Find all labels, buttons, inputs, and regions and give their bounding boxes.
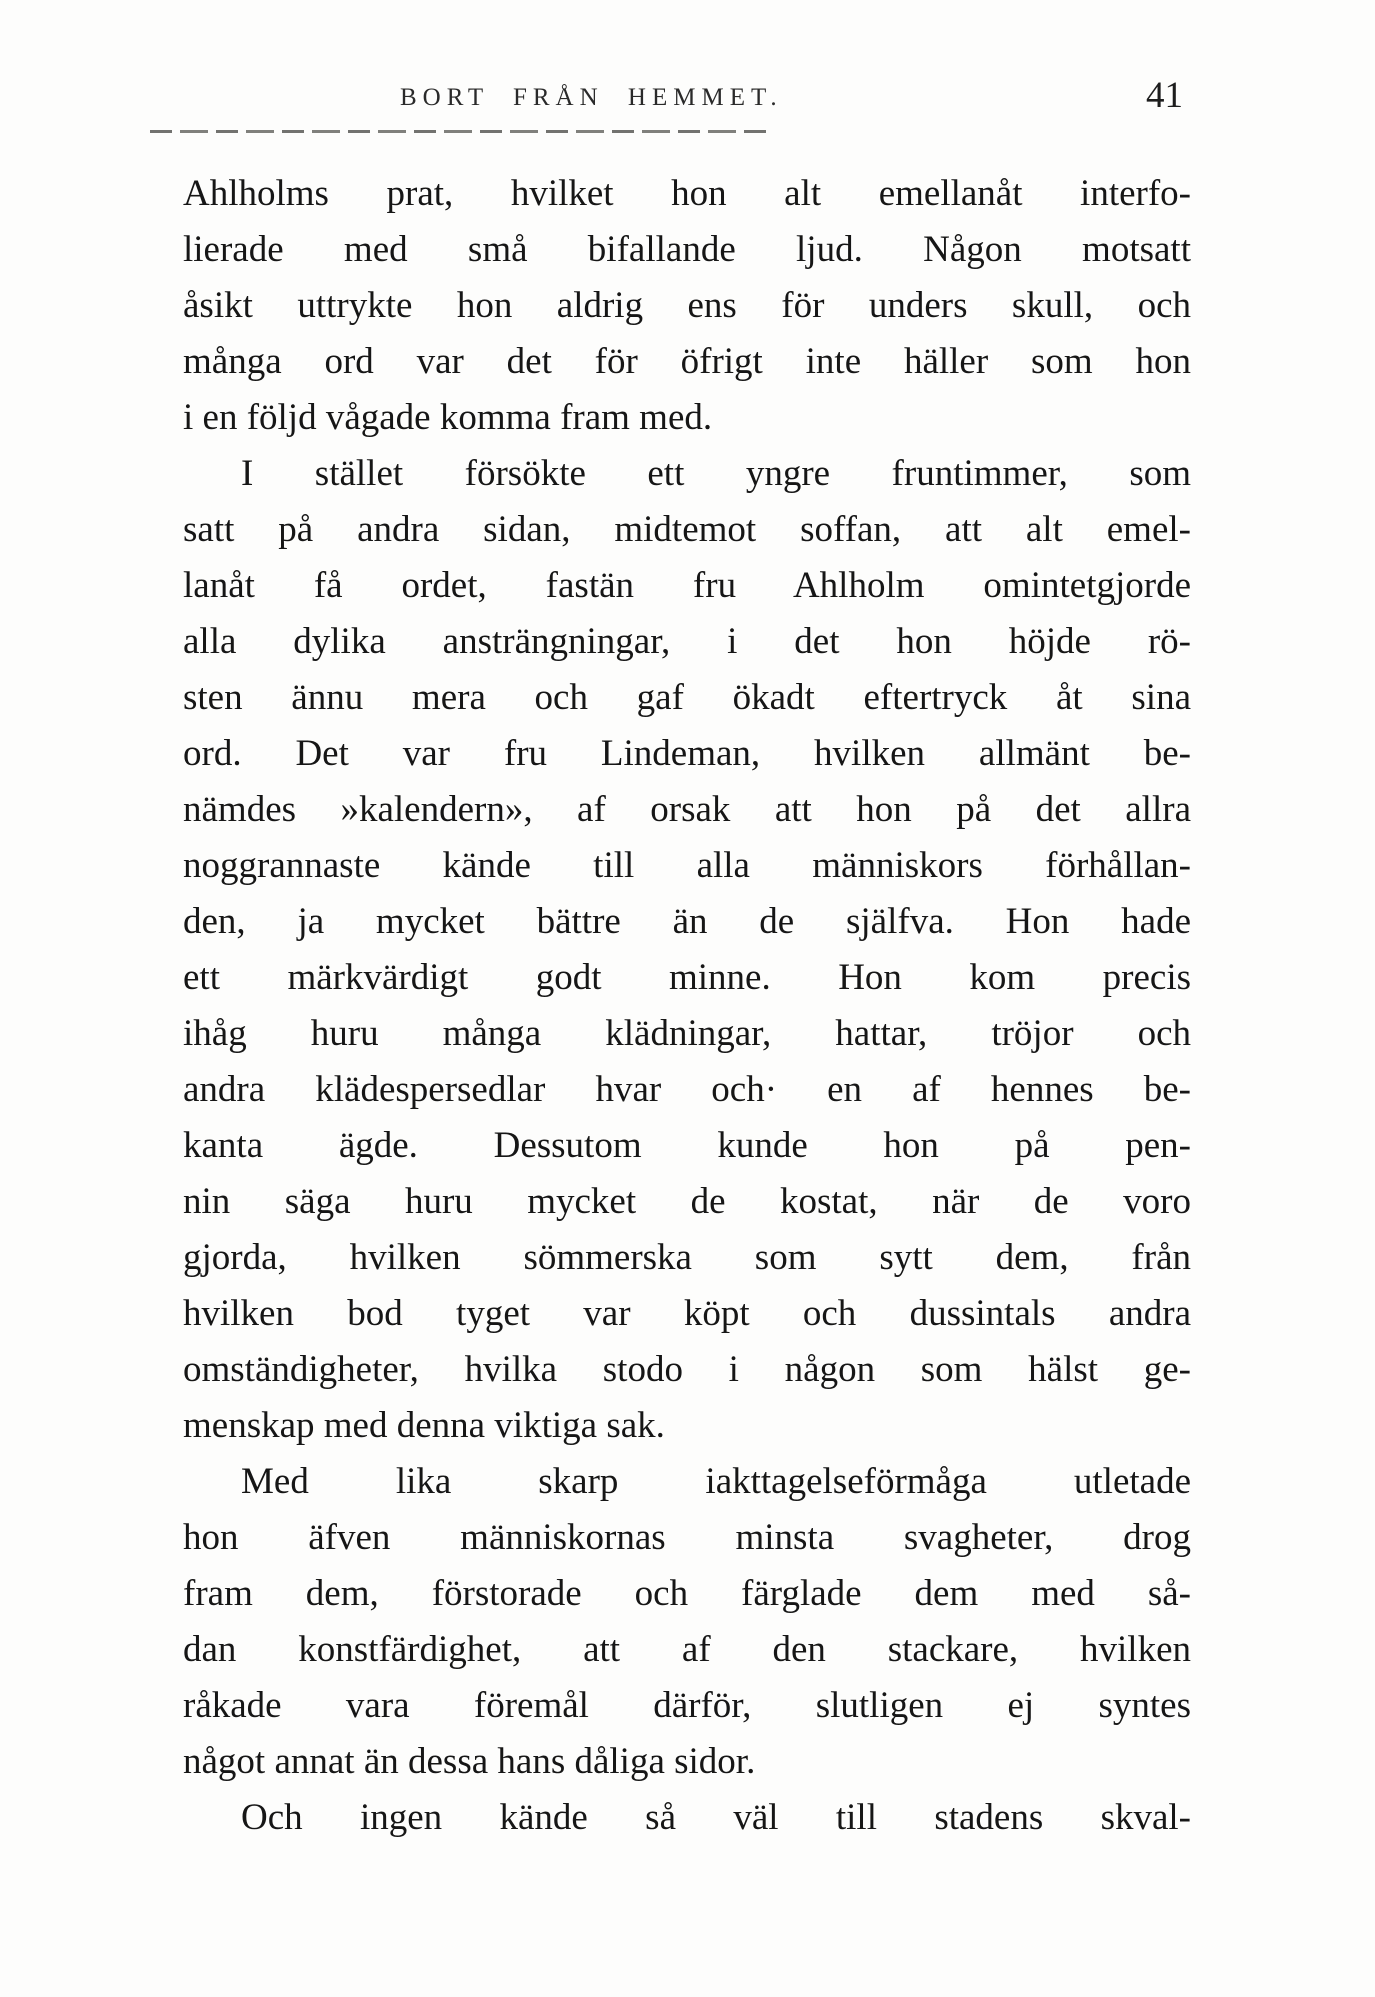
text-line: nämdes »kalendern», af orsak att hon på det allra xyxy=(183,789,1191,830)
text-line: åsikt uttrykte hon aldrig ens för unders skull, och xyxy=(183,285,1191,326)
text-line: nin säga huru mycket de kostat, när de voro xyxy=(183,1181,1191,1222)
text-line: menskap med denna viktiga sak. xyxy=(183,1405,665,1446)
text-line: noggrannaste kände till alla människors förhållan- xyxy=(183,845,1191,886)
text-line: gjorda, hvilken sömmerska som sytt dem, från xyxy=(183,1237,1191,1278)
text-line: lierade med små bifallande ljud. Någon motsatt xyxy=(183,229,1191,270)
text-line: fram dem, förstorade och färglade dem med så- xyxy=(183,1573,1191,1614)
text-block xyxy=(183,166,1191,1846)
text-line: ett märkvärdigt godt minne. Hon kom precis xyxy=(183,957,1191,998)
text-line: Med lika skarp iakttagelseförmåga utletade xyxy=(241,1461,1191,1502)
page-number: 41 xyxy=(1146,75,1183,116)
text-line: andra klädespersedlar hvar och· en af hennes be- xyxy=(183,1069,1191,1110)
text-line: kanta ägde. Dessutom kunde hon på pen- xyxy=(183,1125,1191,1166)
text-line: satt på andra sidan, midtemot soffan, att alt emel- xyxy=(183,509,1191,550)
text-line: i en följd vågade komma fram med. xyxy=(183,397,713,438)
text-line: omständigheter, hvilka stodo i någon som hälst ge- xyxy=(183,1349,1191,1390)
text-line: Och ingen kände så väl till stadens skval- xyxy=(241,1797,1191,1838)
text-line: råkade vara föremål därför, slutligen ej syntes xyxy=(183,1685,1191,1726)
text-line: I stället försökte ett yngre fruntimmer, som xyxy=(241,453,1191,494)
text-line: något annat än dessa hans dåliga sidor. xyxy=(183,1741,756,1782)
running-header-title: BORT FRÅN HEMMET. xyxy=(400,84,783,111)
text-line: lanåt få ordet, fastän fru Ahlholm omintetgjorde xyxy=(183,565,1191,606)
text-line: dan konstfärdighet, att af den stackare, hvilken xyxy=(183,1629,1191,1670)
text-line: alla dylika ansträngningar, i det hon höjde rö- xyxy=(183,621,1191,662)
text-line: många ord var det för öfrigt inte häller som hon xyxy=(183,341,1191,382)
text-line: ihåg huru många klädningar, hattar, tröjor och xyxy=(183,1013,1191,1054)
text-line: hvilken bod tyget var köpt och dussintals andra xyxy=(183,1293,1191,1334)
text-line: den, ja mycket bättre än de själfva. Hon hade xyxy=(183,901,1191,942)
text-line: sten ännu mera och gaf ökadt eftertryck åt sina xyxy=(183,677,1191,718)
text-line: Ahlholms prat, hvilket hon alt emellanåt interfo- xyxy=(183,173,1191,214)
text-line: ord. Det var fru Lindeman, hvilken allmänt be- xyxy=(183,733,1191,774)
header-divider xyxy=(150,130,768,133)
text-line: hon äfven människornas minsta svagheter, drog xyxy=(183,1517,1191,1558)
